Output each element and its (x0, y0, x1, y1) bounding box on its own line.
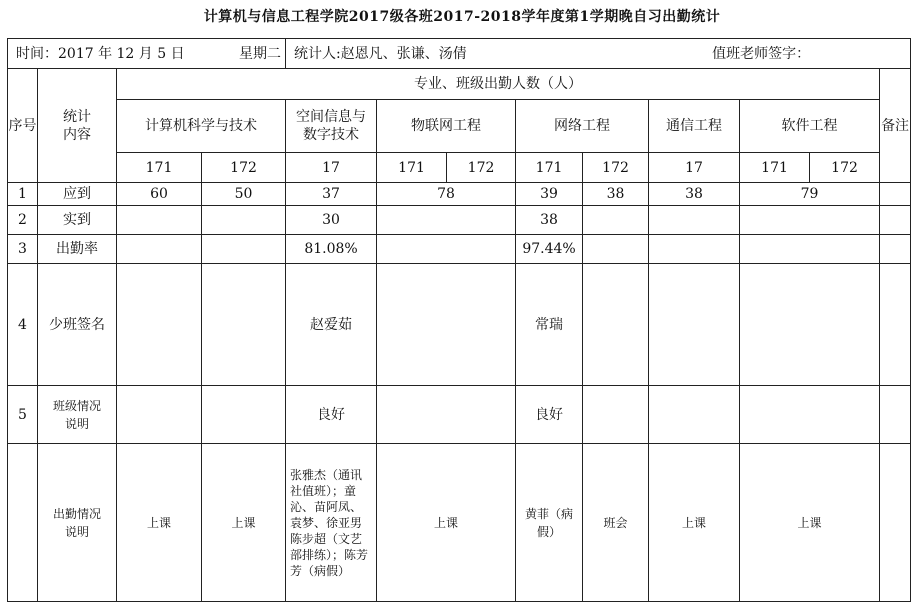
row-number: 2 (8, 206, 38, 235)
cell-cs-171 (117, 386, 202, 444)
cell-comm-17 (649, 235, 740, 264)
row-number: 5 (8, 386, 38, 444)
cell-cs-172 (202, 386, 286, 444)
table-row (8, 264, 911, 386)
row-label: 出勤情况 说明 (38, 444, 117, 602)
cell-software (740, 235, 880, 264)
cell-net-172 (583, 264, 649, 386)
class-header: 172 (202, 153, 286, 183)
class-header: 171 (740, 153, 810, 183)
cell-net-172 (583, 235, 649, 264)
cell-remarks (880, 235, 911, 264)
major-spatial: 空间信息与 数字技术 (286, 100, 377, 153)
cell-iot: 上课 (377, 444, 516, 602)
class-header: 17 (649, 153, 740, 183)
date-label: 时间：2017 年 12 月 5 日 (16, 45, 185, 62)
cell-remarks (880, 444, 911, 602)
row-number: 1 (8, 183, 38, 206)
date-cell (8, 39, 286, 69)
class-header: 172 (810, 153, 880, 183)
cell-cs-172: 上课 (202, 444, 286, 602)
table-row (8, 206, 911, 235)
cell-net-171: 38 (516, 206, 583, 235)
table-row (8, 444, 911, 602)
header-row-majors (8, 100, 911, 153)
cell-net-171: 97.44% (516, 235, 583, 264)
cell-cs-171 (117, 264, 202, 386)
cell-software (740, 206, 880, 235)
cell-cs-172: 50 (202, 183, 286, 206)
class-header: 171 (377, 153, 447, 183)
class-header: 172 (583, 153, 649, 183)
header-row-classes (8, 153, 911, 183)
cell-cs-172 (202, 264, 286, 386)
cell-remarks (880, 183, 911, 206)
class-header: 171 (117, 153, 202, 183)
counters-cell (286, 39, 911, 69)
row-number: 3 (8, 235, 38, 264)
row-label: 出勤率 (38, 235, 117, 264)
group-header: 专业、班级出勤人数（人） (117, 69, 880, 100)
row-label: 少班签名 (38, 264, 117, 386)
cell-comm-17 (649, 264, 740, 386)
cell-cs-171: 上课 (117, 444, 202, 602)
cell-remarks (880, 264, 911, 386)
info-row (8, 39, 911, 69)
cell-comm-17: 38 (649, 183, 740, 206)
header-row-group (8, 69, 911, 100)
cell-spatial-17: 良好 (286, 386, 377, 444)
remarks-header: 备注 (880, 69, 911, 183)
cell-iot (377, 206, 516, 235)
row-label: 班级情况 说明 (38, 386, 117, 444)
cell-net-172: 班会 (583, 444, 649, 602)
cell-iot (377, 235, 516, 264)
row-label: 实到 (38, 206, 117, 235)
row-number (8, 444, 38, 602)
class-header: 171 (516, 153, 583, 183)
cell-net-171: 常瑞 (516, 264, 583, 386)
table-row (8, 183, 911, 206)
major-iot: 物联网工程 (377, 100, 516, 153)
cell-cs-172 (202, 206, 286, 235)
cell-software: 上课 (740, 444, 880, 602)
cell-net-171: 39 (516, 183, 583, 206)
row-number: 4 (8, 264, 38, 386)
table-row (8, 235, 911, 264)
major-software: 软件工程 (740, 100, 880, 153)
seq-header: 序号 (8, 69, 38, 183)
cell-cs-171 (117, 235, 202, 264)
cell-software (740, 386, 880, 444)
cell-spatial-17: 张雅杰（通讯社值班）；童沁、苗阿凤、袁梦、徐亚男陈步超（文艺部排练）；陈芳芳（病假） (286, 444, 377, 602)
table-row (8, 386, 911, 444)
cell-spatial-17: 37 (286, 183, 377, 206)
cell-software (740, 264, 880, 386)
cell-net-172 (583, 206, 649, 235)
stat-header: 统计 内容 (38, 69, 117, 183)
major-cs: 计算机科学与技术 (117, 100, 286, 153)
attendance-table (7, 38, 911, 602)
document-title: 计算机与信息工程学院2017级各班2017-2018学年度第1学期晚自习出勤统计 (203, 9, 721, 25)
cell-net-171: 黄菲（病假） (516, 444, 583, 602)
cell-spatial-17: 赵爱茹 (286, 264, 377, 386)
class-header: 172 (447, 153, 516, 183)
row-label: 应到 (38, 183, 117, 206)
cell-spatial-17: 30 (286, 206, 377, 235)
weekday-label: 星期二 (239, 45, 282, 62)
cell-cs-171: 60 (117, 183, 202, 206)
cell-spatial-17: 81.08% (286, 235, 377, 264)
cell-remarks (880, 386, 911, 444)
counters-label: 统计人:赵恩凡、张谦、汤倩 (294, 45, 467, 62)
cell-iot (377, 264, 516, 386)
cell-iot: 78 (377, 183, 516, 206)
cell-net-172: 38 (583, 183, 649, 206)
cell-cs-172 (202, 235, 286, 264)
teacher-sign-label: 值班老师签字： (712, 45, 811, 62)
cell-comm-17 (649, 206, 740, 235)
cell-net-172 (583, 386, 649, 444)
cell-remarks (880, 206, 911, 235)
cell-comm-17 (649, 386, 740, 444)
cell-comm-17: 上课 (649, 444, 740, 602)
major-comm: 通信工程 (649, 100, 740, 153)
cell-software: 79 (740, 183, 880, 206)
cell-net-171: 良好 (516, 386, 583, 444)
cell-cs-171 (117, 206, 202, 235)
class-header: 17 (286, 153, 377, 183)
major-network: 网络工程 (516, 100, 649, 153)
cell-iot (377, 386, 516, 444)
